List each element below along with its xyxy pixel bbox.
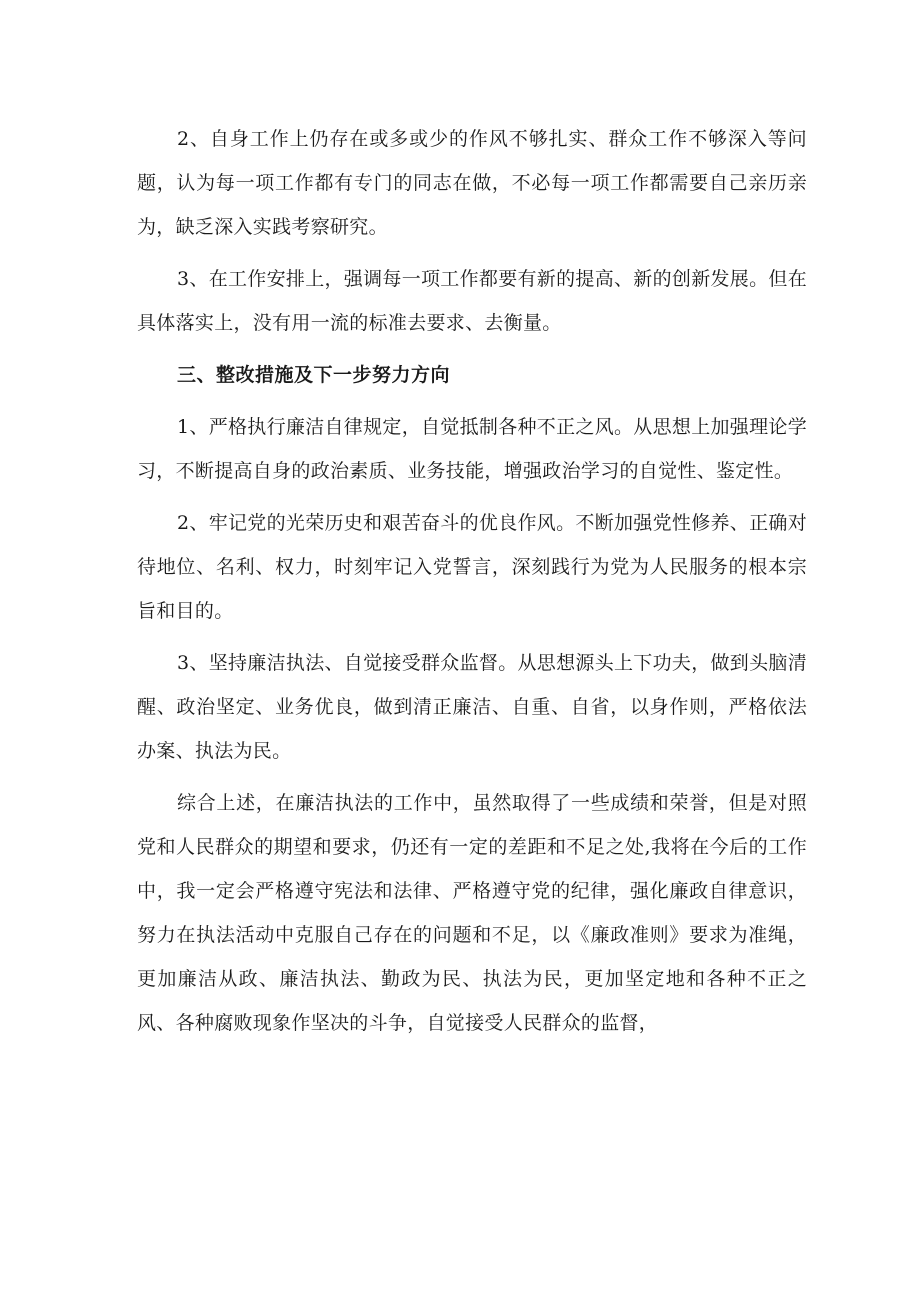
paragraph-measure-2: 2、牢记党的光荣历史和艰苦奋斗的优良作风。不断加强党性修养、正确对待地位、名利、权力，时刻牢记入党誓言，深刻践行为党为人民服务的根本宗旨和目的。	[137, 512, 807, 622]
paragraph-measure-3: 3、坚持廉洁执法、自觉接受群众监督。从思想源头上下功夫，做到头脑清醒、政治坚定、业务优良，做到清正廉洁、自重、自省，以身作则，严格依法办案、执法为民。	[137, 652, 807, 762]
document-body	[137, 117, 807, 1053]
paragraph-problem-2: 2、自身工作上仍存在或多或少的作风不够扎实、群众工作不够深入等问题，认为每一项工作都有专门的同志在做，不必每一项工作都需要自己亲历亲为，缺乏深入实践考察研究。	[137, 128, 807, 238]
paragraph-problem-3: 3、在工作安排上，强调每一项工作都要有新的提高、新的创新发展。但在具体落实上，没有用一流的标准去要求、去衡量。	[137, 268, 807, 334]
paragraph-summary: 综合上述，在廉洁执法的工作中，虽然取得了一些成绩和荣誉，但是对照党和人民群众的期望和要求，仍还有一定的差距和不足之处,我将在今后的工作中，我一定会严格遵守宪法和法律、严格遵守党的纪律，强化廉政自律意识，努力在执法活动中克服自己存在的问题和不足，以《廉政准则》要求为准绳，更加廉洁从政、廉洁执法、勤政为民、执法为民，更加坚定地和各种不正之风、各种腐败现象作坚决的斗争，自觉接受人民群众的监督，	[137, 792, 807, 1034]
section-heading-rectification: 三、整改措施及下一步努力方向	[177, 364, 451, 386]
paragraph-measure-1: 1、严格执行廉洁自律规定，自觉抵制各种不正之风。从思想上加强理论学习，不断提高自身的政治素质、业务技能，增强政治学习的自觉性、鉴定性。	[137, 416, 807, 482]
